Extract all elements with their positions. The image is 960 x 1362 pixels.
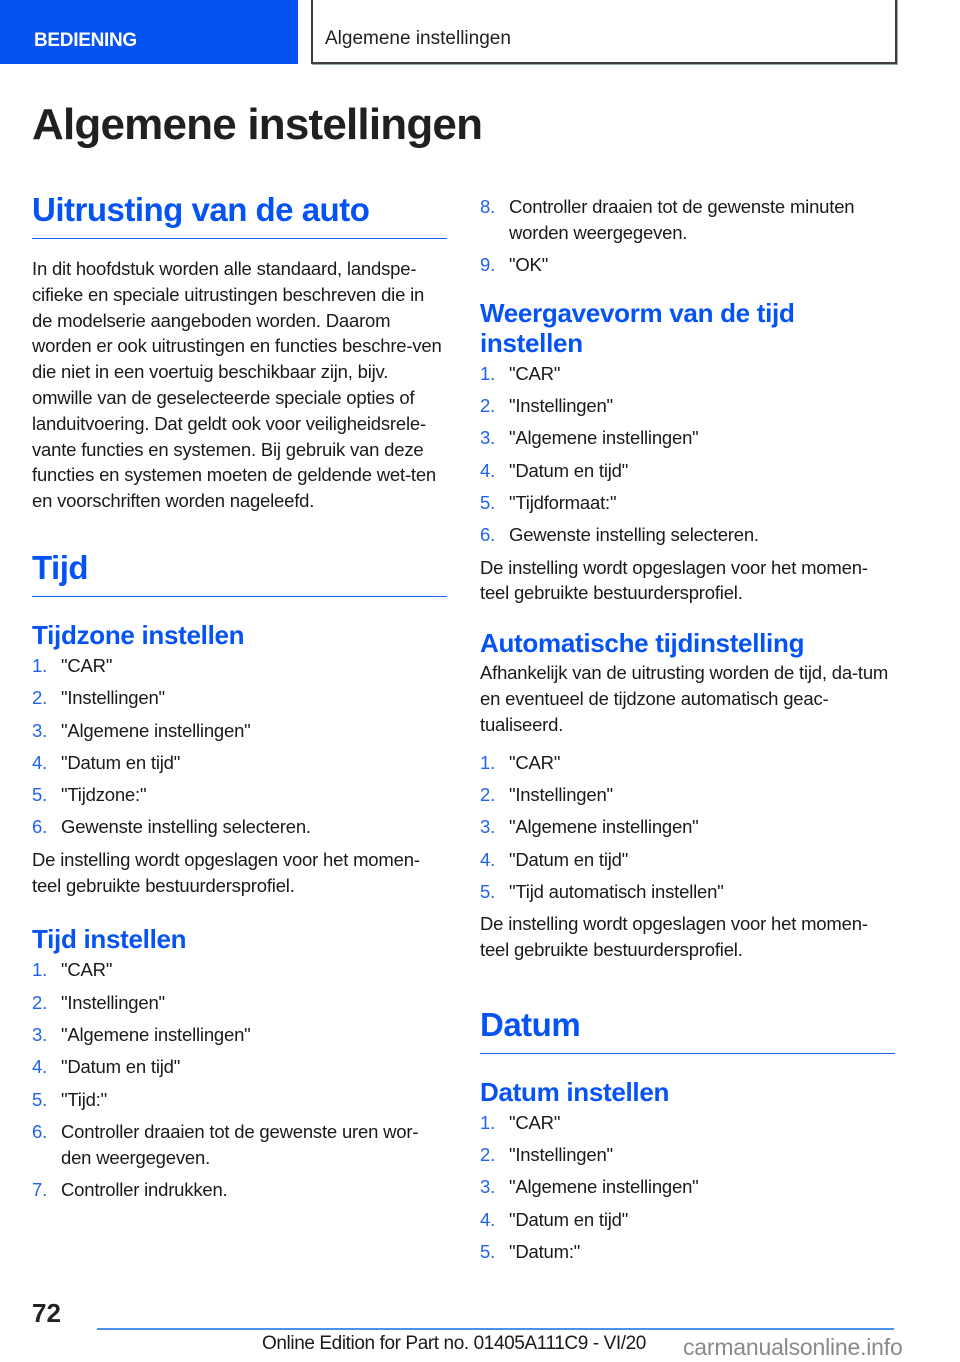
list-item: 5. "Tijdformaat:"	[480, 492, 617, 514]
list-item: 9. "OK"	[480, 254, 549, 276]
set-date-steps	[480, 1110, 895, 1265]
list-item: 5. "Tijd:"	[32, 1088, 107, 1110]
list-item: 2. "Instellingen"	[480, 783, 613, 805]
list-item: 3. "Algemene instellingen"	[32, 719, 251, 741]
list-item: 3. "Algemene instellingen"	[480, 816, 699, 838]
list-item: 3. "Algemene instellingen"	[480, 1176, 699, 1198]
page-title: Algemene instellingen	[32, 100, 483, 149]
list-item: 5. "Tijdzone:"	[32, 784, 147, 806]
auto-time-note: De instelling wordt opgeslagen voor het momen-teel gebruikte bestuurdersprofiel.	[480, 913, 868, 960]
list-item: 1. "CAR"	[32, 654, 113, 676]
chapter-header-title: Algemene instellingen	[325, 28, 511, 49]
list-item: 2. "Instellingen"	[32, 687, 165, 709]
section-tab	[0, 0, 298, 64]
list-item: 4. "Datum en tijd"	[32, 1056, 181, 1078]
list-item: 6. Gewenste instelling selecteren.	[480, 524, 759, 546]
list-item: 4. "Datum en tijd"	[480, 1208, 629, 1230]
list-item: 4. "Datum en tijd"	[480, 459, 629, 481]
timezone-steps	[32, 653, 447, 840]
edition-text: Online Edition for Part no. 01405A111C9 - VI/20	[262, 1333, 646, 1354]
subheading-set-date: Datum instellen	[480, 1076, 670, 1107]
footer-divider	[97, 1328, 894, 1330]
timezone-note: De instelling wordt opgeslagen voor het momen-teel gebruikte bestuurdersprofiel.	[32, 848, 420, 896]
page-number: 72	[32, 1298, 61, 1328]
subheading-time-format: Weergavevorm van de tijd instellen	[480, 297, 795, 358]
list-item: 1. "CAR"	[480, 751, 561, 773]
list-item: 1. "CAR"	[32, 959, 113, 981]
list-item: 7. Controller indrukken.	[32, 1178, 228, 1200]
subheading-timezone: Tijdzone instellen	[32, 619, 245, 650]
equipment-paragraph: In dit hoofdstuk worden alle standaard, landspe-cifieke en speciale uitrustingen beschreven die in de modelserie aangeboden worden. Daarom worden er ook uitrustingen en functies beschre-ven die niet in een voertuig beschikbaar zijn, bijv. omwille van de geselecteerde speciale opties of landuitvoering. Dat geldt ook voor veiligheidsrele-vante functies en systemen. Bij gebruik van deze functies en systemen moeten de geldende wet-ten en voorschriften worden nageleefd.	[32, 258, 442, 512]
right-column	[480, 190, 895, 1271]
subheading-auto-time: Automatische tijdinstelling	[480, 628, 805, 659]
list-item: 6. Controller draaien tot de gewenste uren wor-den weergegeven.	[32, 1120, 419, 1168]
list-item: 4. "Datum en tijd"	[480, 848, 629, 870]
set-time-steps-continued	[480, 194, 895, 278]
list-item: 1. "CAR"	[480, 1111, 561, 1133]
list-item: 1. "CAR"	[480, 362, 561, 384]
list-item: 8. Controller draaien tot de gewenste minuten worden weergegeven.	[480, 196, 855, 243]
watermark: carmanualsonline.info	[683, 1334, 903, 1360]
list-item: 3. "Algemene instellingen"	[32, 1023, 251, 1045]
list-item: 4. "Datum en tijd"	[32, 751, 181, 773]
section-heading-date: Datum	[480, 1005, 895, 1054]
set-time-steps	[32, 957, 447, 1202]
section-heading-time: Tijd	[32, 548, 447, 597]
list-item: 5. "Tijd automatisch instellen"	[480, 880, 724, 902]
time-format-note: De instelling wordt opgeslagen voor het momen-teel gebruikte bestuurdersprofiel.	[480, 556, 868, 604]
list-item: 2. "Instellingen"	[480, 395, 613, 417]
subheading-set-time: Tijd instellen	[32, 924, 187, 955]
list-item: 5. "Datum:"	[480, 1240, 581, 1262]
list-item: 2. "Instellingen"	[32, 991, 165, 1013]
auto-time-paragraph: Afhankelijk van de uitrusting worden de tijd, da-tum en eventueel de tijdzone automatisch geac-tualiseerd.	[480, 662, 889, 735]
list-item: 6. Gewenste instelling selecteren.	[32, 816, 311, 838]
section-heading-equipment: Uitrusting van de auto	[32, 190, 447, 239]
chapter-header	[311, 0, 897, 64]
section-tab-label: BEDIENING	[34, 30, 137, 51]
time-format-steps	[480, 361, 895, 548]
auto-time-steps	[480, 750, 895, 905]
list-item: 3. "Algemene instellingen"	[480, 427, 699, 449]
left-column	[32, 190, 447, 1209]
list-item: 2. "Instellingen"	[480, 1144, 613, 1166]
